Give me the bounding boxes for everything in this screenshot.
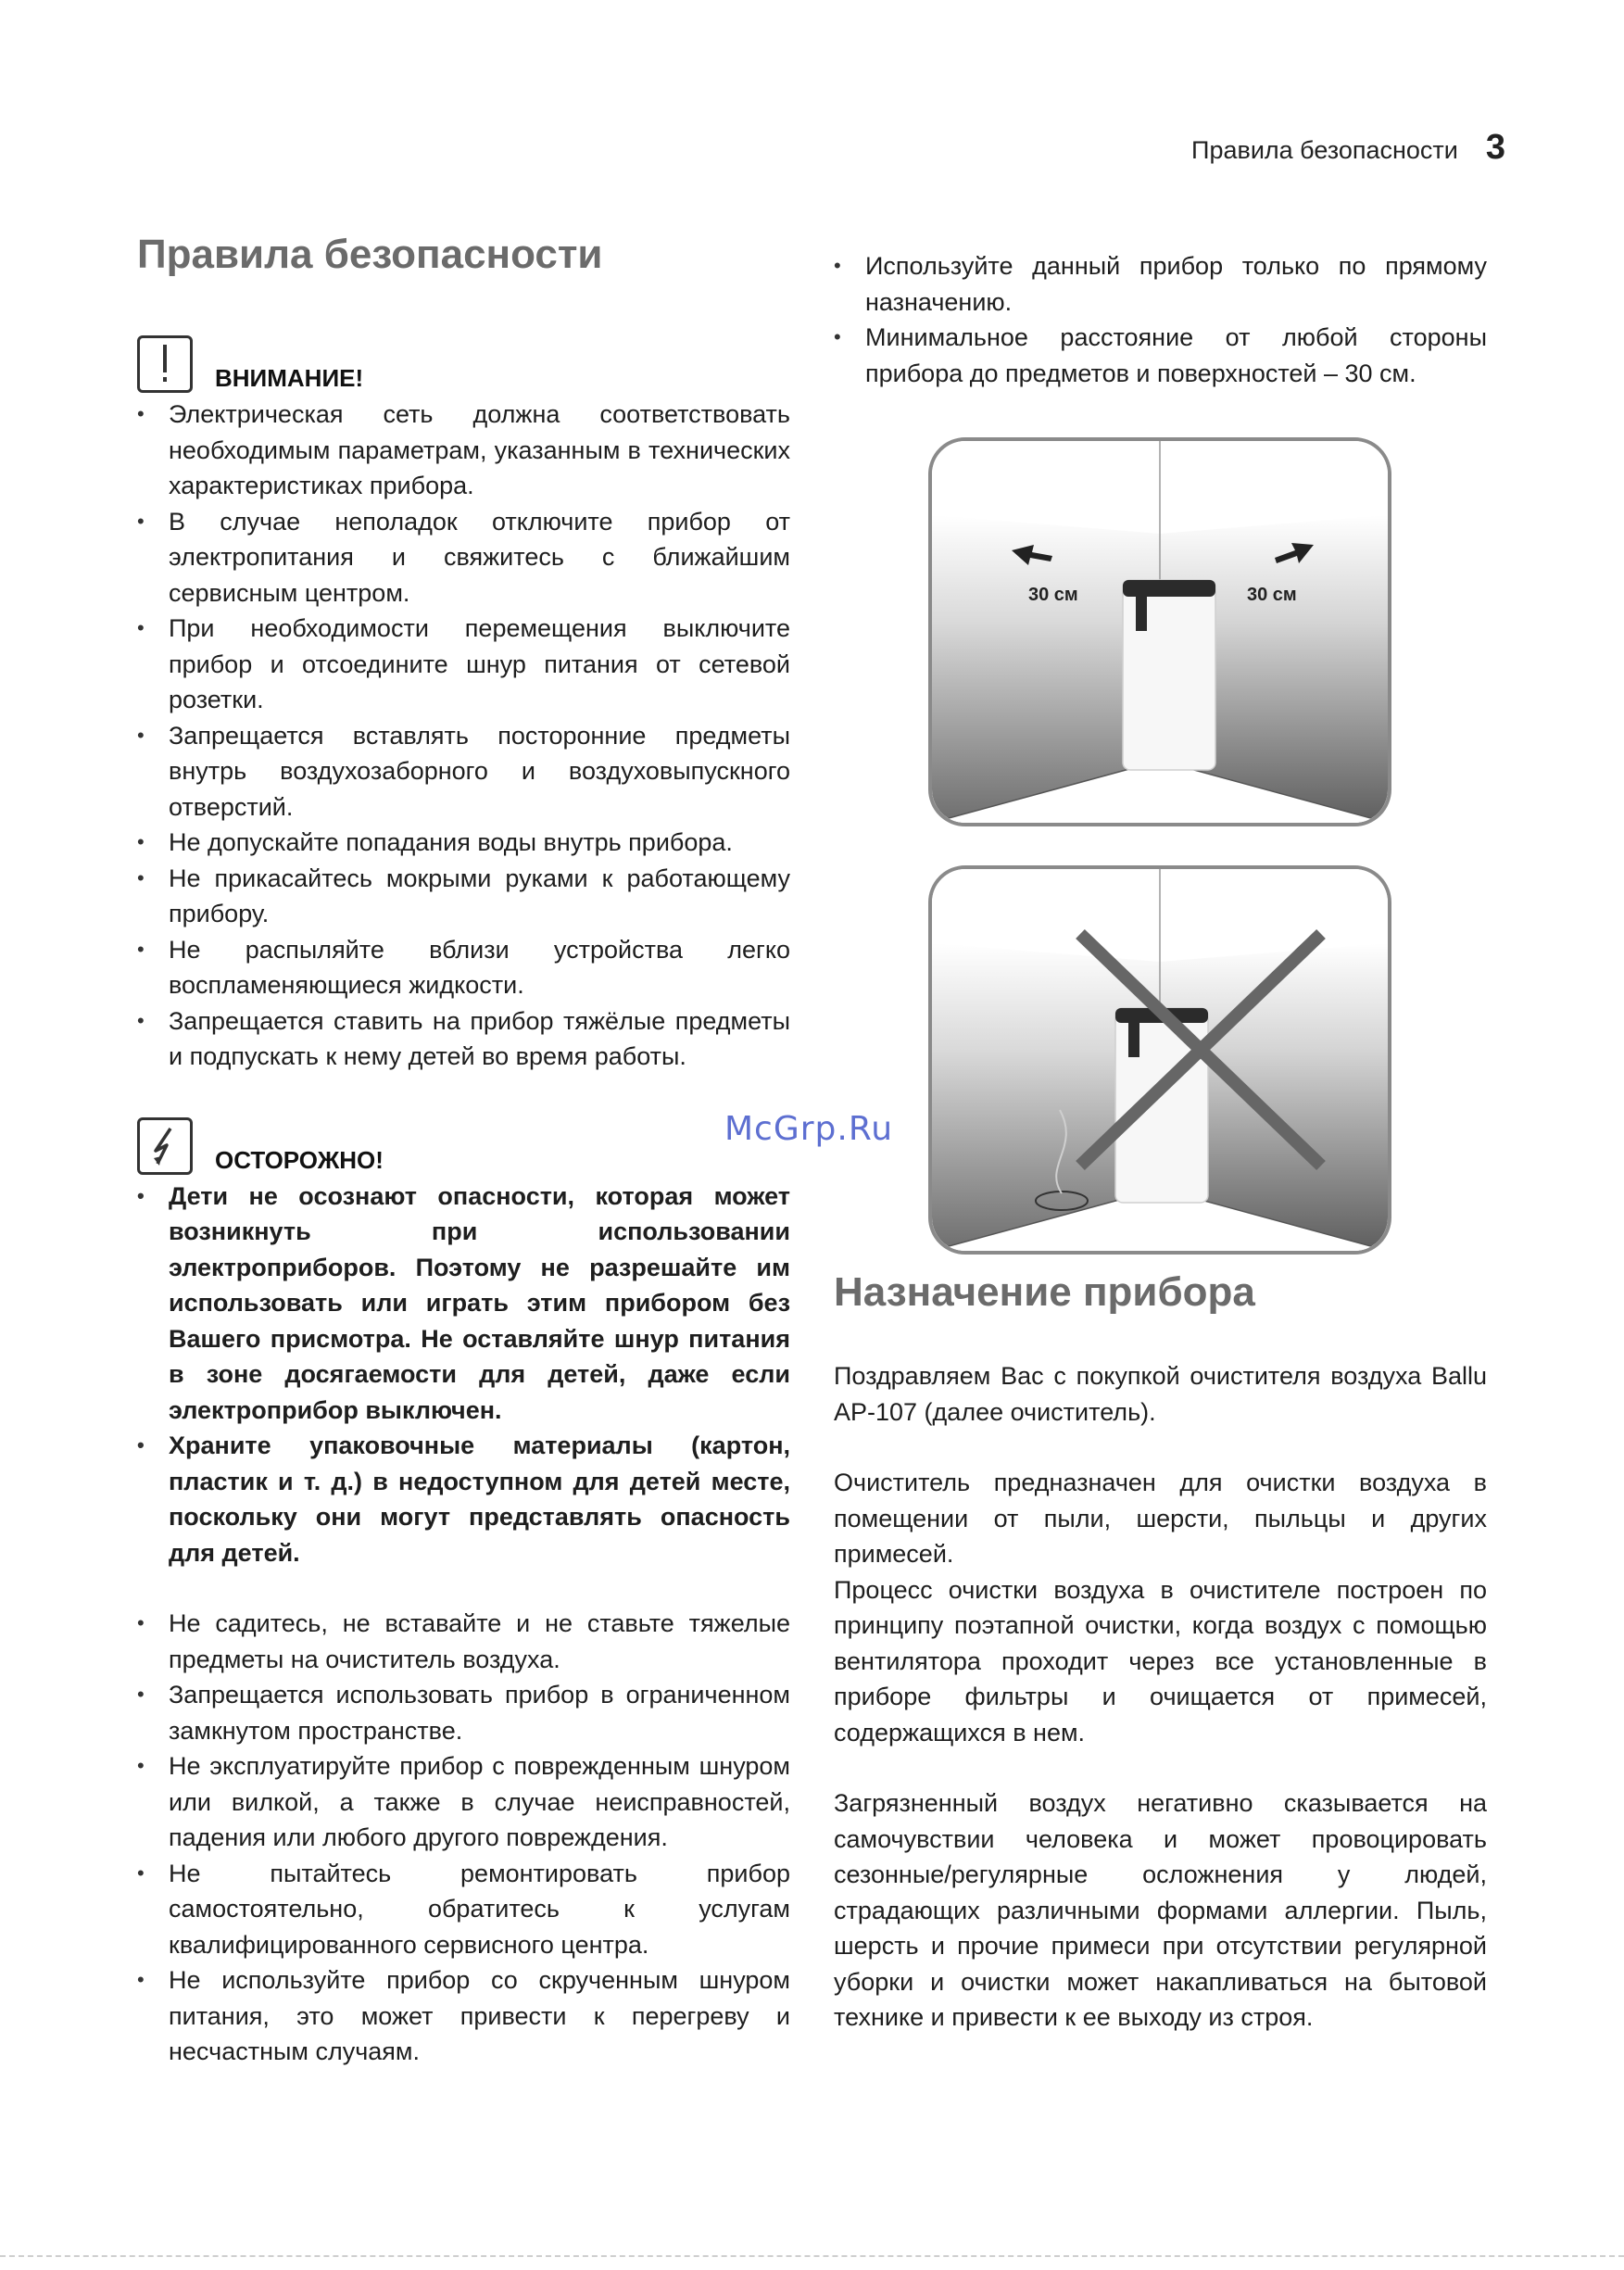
figure-placement-prohibited bbox=[928, 865, 1391, 1255]
list-item: • Не используйте прибор со скрученным шнуром питания, это может привести к перегреву и несчастным случаям. bbox=[137, 1962, 790, 2070]
list-item: • Не допускайте попадания воды внутрь прибора. bbox=[137, 825, 790, 861]
caution-list bbox=[137, 1179, 790, 1571]
left-column bbox=[137, 232, 790, 2070]
list-item: • Электрическая сеть должна соответствовать необходимым параметрам, указанным в технических характеристиках прибора. bbox=[137, 397, 790, 504]
list-item: • В случае неполадок отключите прибор от электропитания и свяжитесь с ближайшим сервисным центром. bbox=[137, 504, 790, 612]
page-bottom-divider bbox=[0, 2255, 1624, 2257]
usage-list bbox=[834, 248, 1487, 391]
clearance-illustration bbox=[932, 441, 1388, 823]
running-header bbox=[1191, 128, 1505, 168]
list-item: • Дети не осознают опасности, которая может возникнуть при использовании электроприборов. Поэтому не разрешайте им использовать или играть этим прибором без Вашего присмотра. Не оставляйте шнур питания в зоне досягаемости для детей, даже если электроприбор выключен. bbox=[137, 1179, 790, 1429]
prohibited-illustration bbox=[932, 869, 1388, 1251]
clearance-label-right: 30 см bbox=[1247, 585, 1297, 605]
list-item: • Не распыляйте вблизи устройства легко воспламеняющиеся жидкости. bbox=[137, 932, 790, 1003]
exclamation-icon bbox=[137, 335, 193, 393]
paragraph: Загрязненный воздух негативно сказывается на самочувствии человека и может провоцировать сезонные/регулярные осложнения у людей, страдающих различными формами аллергии. Пыль, шерсть и прочие примеси при отсутствии регулярной уборки и очистки может накапливаться на бытовой технике и привести к ее выходу из строя. bbox=[834, 1789, 1487, 2031]
warning-list bbox=[137, 397, 790, 1075]
list-item: • Храните упаковочные материалы (картон, пластик и т. д.) в недоступном для детей месте, поскольку они могут представлять опасность для детей. bbox=[137, 1428, 790, 1570]
section-heading-purpose: Назначение прибора bbox=[834, 1269, 1255, 1315]
warning-notice bbox=[137, 335, 790, 393]
watermark: McGrp.Ru bbox=[724, 1110, 894, 1148]
list-item: • Не прикасайтесь мокрыми руками к работающему прибору. bbox=[137, 861, 790, 932]
caution-notice bbox=[137, 1117, 790, 1175]
list-item: • Минимальное расстояние от любой стороны прибора до предметов и поверхностей – 30 см. bbox=[834, 320, 1487, 391]
list-item: • Не садитесь, не вставайте и не ставьте тяжелые предметы на очиститель воздуха. bbox=[137, 1606, 790, 1677]
list-item: • Используйте данный прибор только по прямому назначению. bbox=[834, 248, 1487, 320]
paragraph: Процесс очистки воздуха в очистителе построен по принципу поэтапной очистки, когда воздух с помощью вентилятора проходит через все установленные в приборе фильтры и очищается от примесей, содержащихся в нем. bbox=[834, 1575, 1487, 1747]
figure-clearance-correct bbox=[928, 437, 1391, 826]
running-header-title: Правила безопасности bbox=[1191, 136, 1458, 164]
list-item: • Не эксплуатируйте прибор с поврежденным шнуром или вилкой, а также в случае неисправностей, падения или любого другого повреждения. bbox=[137, 1748, 790, 1856]
page-number: 3 bbox=[1485, 128, 1505, 167]
list-item: • Запрещается вставлять посторонние предметы внутрь воздухозаборного и воздуховыпускного отверстий. bbox=[137, 718, 790, 826]
right-column-top bbox=[834, 248, 1487, 391]
electric-shock-icon bbox=[137, 1117, 193, 1175]
list-item: • Не пытайтесь ремонтировать прибор самостоятельно, обратитесь к услугам квалифицированного сервисного центра. bbox=[137, 1856, 790, 1963]
paragraph: Очиститель предназначен для очистки воздуха в помещении от пыли, шерсти, пыльцы и других примесей. bbox=[834, 1469, 1487, 1568]
right-column-purpose bbox=[834, 1269, 1487, 2036]
list-item: • Запрещается использовать прибор в ограниченном замкнутом пространстве. bbox=[137, 1677, 790, 1748]
list-item: • Запрещается ставить на прибор тяжёлые предметы и подпускать к нему детей во время работы. bbox=[137, 1003, 790, 1075]
list-item: • При необходимости перемещения выключите прибор и отсоедините шнур питания от сетевой розетки. bbox=[137, 611, 790, 718]
clearance-label-left: 30 см bbox=[1028, 585, 1078, 605]
section-heading-safety: Правила безопасности bbox=[137, 232, 603, 277]
caution-label: ОСТОРОЖНО! bbox=[215, 1145, 384, 1174]
paragraph: Поздравляем Вас с покупкой очистителя воздуха Ballu AP-107 (далее очиститель). bbox=[834, 1362, 1487, 1426]
additional-safety-list bbox=[137, 1606, 790, 2070]
warning-label: ВНИМАНИЕ! bbox=[215, 364, 364, 392]
